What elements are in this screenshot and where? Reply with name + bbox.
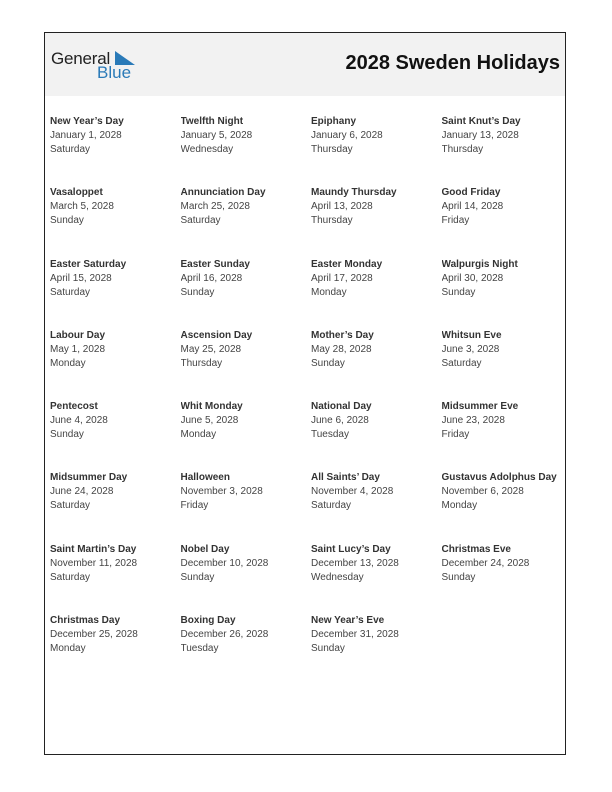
- holiday-entry: [442, 258, 565, 329]
- holiday-weekday: Saturday: [180, 215, 221, 227]
- holiday-weekday: Thursday: [311, 144, 353, 155]
- holiday-name: Ascension Day: [180, 329, 253, 341]
- holiday-date: May 1, 2028: [50, 343, 106, 355]
- holiday-grid: [50, 115, 565, 685]
- holiday-weekday: Sunday: [311, 643, 345, 655]
- holiday-date: April 16, 2028: [180, 272, 243, 284]
- holiday-name: Midsummer Eve: [441, 401, 519, 413]
- holiday-name: New Year’s Eve: [311, 615, 385, 627]
- holiday-entry: [311, 471, 442, 542]
- holiday-entry: [181, 258, 312, 329]
- holiday-entry: [181, 543, 312, 614]
- holiday-name: Christmas Day: [50, 615, 121, 627]
- holiday-entry: [181, 614, 312, 685]
- holiday-date: June 3, 2028: [441, 343, 500, 355]
- holiday-weekday: Thursday: [180, 357, 223, 369]
- holiday-name: Walpurgis Night: [441, 258, 518, 270]
- holiday-weekday: Thursday: [441, 144, 484, 155]
- holiday-name: Saint Martin’s Day: [50, 543, 137, 555]
- holiday-weekday: Monday: [50, 357, 86, 369]
- holiday-date: January 1, 2028: [50, 130, 122, 141]
- holiday-entry: [442, 329, 565, 400]
- holiday-entry: [311, 115, 442, 186]
- holiday-weekday: Saturday: [50, 500, 91, 512]
- holiday-entry: [311, 400, 442, 471]
- logo-word-blue: Blue: [97, 63, 132, 82]
- holiday-name: Midsummer Day: [50, 472, 128, 484]
- holiday-entry: [50, 614, 181, 685]
- holiday-entry: [442, 115, 565, 186]
- holiday-entry: [50, 471, 181, 542]
- holiday-weekday: Sunday: [441, 286, 476, 298]
- holiday-weekday: Sunday: [50, 215, 84, 227]
- holiday-entry: [311, 614, 442, 685]
- holiday-entry: [181, 400, 312, 471]
- holiday-name: Epiphany: [311, 116, 357, 127]
- holiday-weekday: Wednesday: [180, 144, 234, 155]
- holiday-entry: [311, 186, 442, 257]
- holiday-date: June 24, 2028: [50, 486, 114, 498]
- holiday-entry: [50, 258, 181, 329]
- holiday-entry: [442, 543, 565, 614]
- holiday-name: Easter Monday: [311, 258, 383, 270]
- holiday-date: December 31, 2028: [311, 629, 399, 641]
- holiday-entry: [181, 471, 312, 542]
- holiday-name: Labour Day: [50, 329, 106, 341]
- holiday-date: March 25, 2028: [180, 201, 250, 213]
- holiday-weekday: Sunday: [441, 571, 476, 583]
- holiday-weekday: Sunday: [311, 357, 345, 369]
- holiday-date: April 15, 2028: [50, 272, 112, 284]
- holiday-name: Boxing Day: [180, 615, 236, 627]
- holiday-date: December 26, 2028: [180, 629, 269, 641]
- holiday-name: Whitsun Eve: [441, 329, 502, 341]
- holiday-date: June 5, 2028: [180, 415, 239, 427]
- holiday-date: December 10, 2028: [180, 557, 269, 569]
- holiday-weekday: Saturday: [50, 144, 91, 155]
- holiday-weekday: Sunday: [50, 429, 84, 441]
- holiday-entry: [50, 543, 181, 614]
- holiday-date: December 24, 2028: [441, 557, 530, 569]
- holiday-weekday: Thursday: [311, 215, 353, 227]
- holiday-date: May 28, 2028: [311, 343, 372, 355]
- holiday-date: May 25, 2028: [180, 343, 242, 355]
- holiday-entry: [311, 258, 442, 329]
- header-band: [45, 33, 565, 96]
- holiday-name: Vasaloppet: [50, 187, 103, 199]
- holiday-weekday: Saturday: [311, 500, 352, 512]
- holiday-weekday: Friday: [441, 215, 470, 227]
- holiday-date: January 6, 2028: [311, 130, 383, 141]
- holiday-name: Easter Sunday: [180, 258, 250, 270]
- holiday-weekday: Saturday: [50, 571, 91, 583]
- holiday-weekday: Saturday: [50, 286, 91, 298]
- page-title: 2028 Sweden Holidays: [345, 52, 560, 74]
- holiday-name: Gustavus Adolphus Day: [441, 472, 557, 484]
- holiday-date: April 13, 2028: [311, 201, 373, 213]
- holiday-name: Whit Monday: [180, 401, 243, 413]
- page-frame: [44, 32, 566, 755]
- holiday-name: Annunciation Day: [180, 187, 266, 199]
- holiday-date: November 3, 2028: [180, 486, 263, 498]
- holiday-entry: [181, 186, 312, 257]
- holiday-entry: [311, 329, 442, 400]
- holiday-weekday: Tuesday: [311, 429, 349, 441]
- holiday-entry: [50, 115, 181, 186]
- holiday-date: January 5, 2028: [180, 130, 253, 141]
- holiday-name: All Saints’ Day: [311, 472, 380, 484]
- holiday-name: Mother’s Day: [311, 329, 374, 341]
- holiday-date: April 14, 2028: [441, 201, 504, 213]
- holiday-date: December 25, 2028: [50, 629, 138, 641]
- holiday-entry: [50, 400, 181, 471]
- holiday-name: National Day: [311, 401, 372, 413]
- holiday-date: June 23, 2028: [441, 415, 505, 427]
- holiday-name: Good Friday: [441, 187, 501, 199]
- holiday-name: Maundy Thursday: [311, 187, 397, 199]
- holiday-name: Saint Knut’s Day: [441, 116, 521, 127]
- holiday-weekday: Saturday: [441, 357, 482, 369]
- holiday-entry: [50, 329, 181, 400]
- holiday-weekday: Tuesday: [180, 643, 219, 655]
- holiday-entry: [442, 400, 565, 471]
- holiday-weekday: Friday: [180, 500, 209, 512]
- holiday-weekday: Monday: [180, 429, 217, 441]
- holiday-date: December 13, 2028: [311, 557, 399, 569]
- holiday-date: April 30, 2028: [441, 272, 504, 284]
- holiday-entry: [442, 471, 565, 542]
- logo-word-general: General: [51, 49, 111, 68]
- holiday-date: November 6, 2028: [441, 486, 524, 498]
- holiday-name: New Year’s Day: [50, 116, 124, 127]
- holiday-date: June 6, 2028: [311, 415, 369, 427]
- holiday-name: Saint Lucy’s Day: [311, 543, 391, 555]
- holiday-weekday: Monday: [311, 286, 347, 298]
- generalblue-logo: [51, 47, 141, 83]
- holiday-weekday: Friday: [441, 429, 470, 441]
- holiday-entry: [311, 543, 442, 614]
- holiday-date: March 5, 2028: [50, 201, 114, 213]
- holiday-weekday: Sunday: [180, 571, 215, 583]
- holiday-entry: [181, 115, 312, 186]
- holiday-name: Twelfth Night: [180, 116, 244, 127]
- holiday-date: April 17, 2028: [311, 272, 373, 284]
- holiday-date: November 11, 2028: [50, 557, 138, 569]
- holiday-name: Easter Saturday: [50, 258, 127, 270]
- holiday-name: Halloween: [180, 472, 230, 484]
- holiday-date: June 4, 2028: [50, 415, 108, 427]
- holiday-weekday: Monday: [441, 500, 478, 512]
- holiday-entry: [181, 329, 312, 400]
- holiday-name: Pentecost: [50, 401, 98, 413]
- holiday-name: Nobel Day: [180, 543, 230, 555]
- holiday-weekday: Monday: [50, 643, 86, 655]
- holiday-name: Christmas Eve: [441, 543, 511, 555]
- holiday-date: November 4, 2028: [311, 486, 394, 498]
- holiday-weekday: Sunday: [180, 286, 215, 298]
- holiday-entry: [50, 186, 181, 257]
- holiday-entry: [442, 186, 565, 257]
- holiday-weekday: Wednesday: [311, 571, 364, 583]
- holiday-date: January 13, 2028: [441, 130, 519, 141]
